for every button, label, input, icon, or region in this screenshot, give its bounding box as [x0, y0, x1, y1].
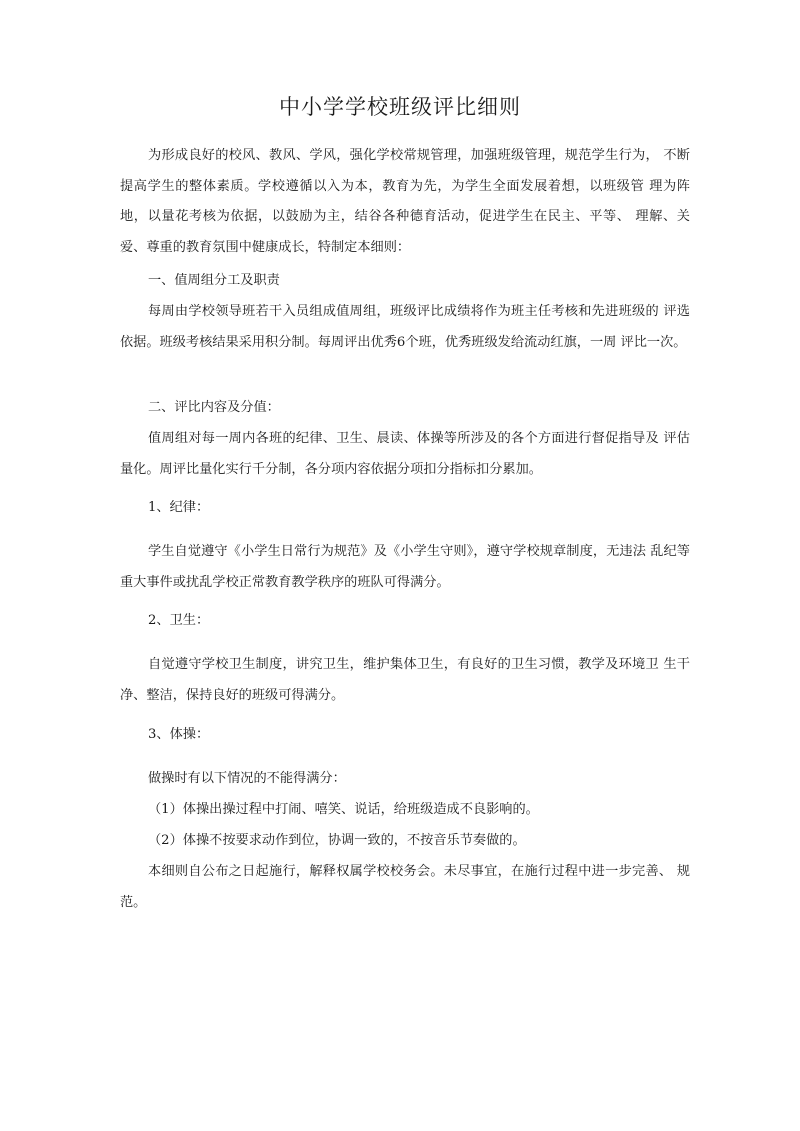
section1-heading: 一、值周组分工及职责	[148, 273, 280, 288]
item3-body: 做操时有以下情况的不能得满分：	[148, 771, 346, 786]
closing-paragraph: 本细则自公布之日起施行，解释权属学校校务会。未尽事宜，在施行过程中进一步完善、 规范。	[120, 864, 690, 910]
item3-subitem-2: （2）体操不按要求动作到位，协调一致的，不按音乐节奏做的。	[148, 833, 526, 848]
item3-subitem-1: （1）体操出操过程中打闹、嘻笑、说话，给班级造成不良影响的。	[148, 802, 539, 817]
item2-heading: 2、卫生：	[148, 613, 210, 628]
section2-heading: 二、评比内容及分值：	[148, 400, 280, 415]
intro-paragraph: 为形成良好的校风、教风、学风，强化学校常规管理，加强班级管理，规范学生行为， 不断提高学生的整体素质。学校遵循以入为本，教育为先，为学生全面发展着想，以班级管 理为阵地，以量花考核为依据，以鼓励为主，结谷各种德育活动，促进学生在民主、平等、 理解、关爱、尊重的教育氛围中健康成长，特制定本细则：	[120, 148, 690, 255]
item1-body: 学生自觉遵守《小学生日常行为规范》及《小学生守则》，遵守学校规章制度，无违法 乱纪等重大事件或扰乱学校正常教育教学秩序的班队可得满分。	[120, 544, 690, 590]
item3-heading: 3、体操：	[148, 727, 210, 742]
section1-body: 每周由学校领导班若干入员组成值周组，班级评比成绩将作为班主任考核和先进班级的 评选依据。班级考核结果采用积分制。每周评出优秀6个班，优秀班级发给流动红旗，一周 评比一次。	[120, 304, 690, 350]
item1-heading: 1、纪律：	[148, 500, 210, 515]
item2-body: 自觉遵守学校卫生制度，讲究卫生，维护集体卫生，有良好的卫生习惯，教学及环境卫 生干净、整洁，保持良好的班级可得满分。	[120, 657, 690, 703]
section2-body: 值周组对每一周内各班的纪律、卫生、晨读、体操等所涉及的各个方面进行督促指导及 评估量化。周评比量化实行千分制，各分项内容依据分项扣分指标扣分累加。	[120, 431, 690, 477]
document-title: 中小学学校班级评比细则	[279, 95, 521, 119]
